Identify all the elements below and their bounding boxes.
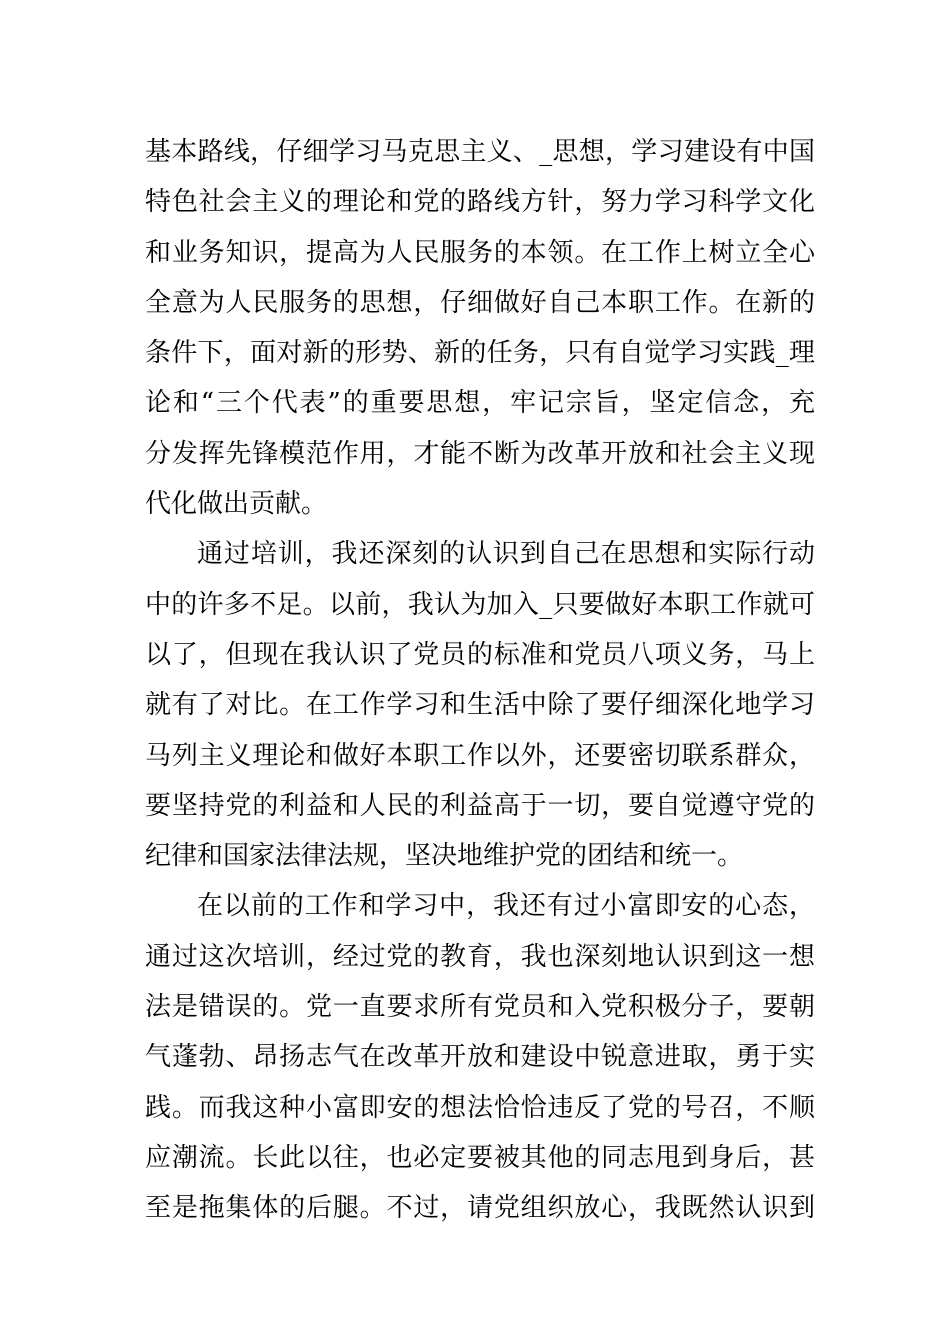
text-line: 基本路线，仔细学习马克思主义、_思想，学习建设有中国 [145, 137, 815, 167]
text-line: 分发挥先锋模范作用，才能不断为改革开放和社会主义现 [145, 438, 815, 469]
text-line: 马列主义理论和做好本职工作以外，还要密切联系群众， [145, 740, 815, 771]
text-line: 和业务知识，提高为人民服务的本领。在工作上树立全心 [145, 237, 815, 268]
text-line: 通过这次培训，经过党的教育，我也深刻地认识到这一想 [145, 941, 815, 972]
text-line: 至是拖集体的后腿。不过，请党组织放心，我既然认识到 [145, 1193, 815, 1224]
text-line: 就有了对比。在工作学习和生活中除了要仔细深化地学习 [145, 690, 815, 721]
text-line: 中的许多不足。以前，我认为加入_只要做好本职工作就可 [145, 589, 815, 620]
text-line: 代化做出贡献。 [145, 489, 328, 520]
text-line: 践。而我这种小富即安的想法恰恰违反了党的号召，不顺 [145, 1092, 815, 1123]
text-line: 法是错误的。党一直要求所有党员和入党积极分子，要朝 [145, 992, 815, 1023]
text-line: 条件下，面对新的形势、新的任务，只有自觉学习实践_理 [145, 338, 815, 369]
paragraph-first-line: 通过培训，我还深刻的认识到自己在思想和实际行动 [197, 539, 815, 570]
text-line: 特色社会主义的理论和党的路线方针，努力学习科学文化 [145, 187, 815, 218]
text-line: 论和“三个代表”的重要思想，牢记宗旨，坚定信念，充 [145, 388, 815, 419]
text-line: 要坚持党的利益和人民的利益高于一切，要自觉遵守党的 [145, 790, 815, 821]
document-body [145, 127, 815, 1234]
text-line: 气蓬勃、昂扬志气在改革开放和建设中锐意进取，勇于实 [145, 1042, 815, 1073]
text-line: 全意为人民服务的思想，仔细做好自己本职工作。在新的 [145, 287, 815, 318]
text-line: 以了，但现在我认识了党员的标准和党员八项义务，马上 [145, 639, 815, 670]
paragraph-first-line: 在以前的工作和学习中，我还有过小富即安的心态， [197, 891, 815, 922]
text-line: 应潮流。长此以往，也必定要被其他的同志甩到身后，甚 [145, 1142, 815, 1173]
text-line: 纪律和国家法律法规，坚决地维护党的团结和统一。 [145, 841, 744, 872]
